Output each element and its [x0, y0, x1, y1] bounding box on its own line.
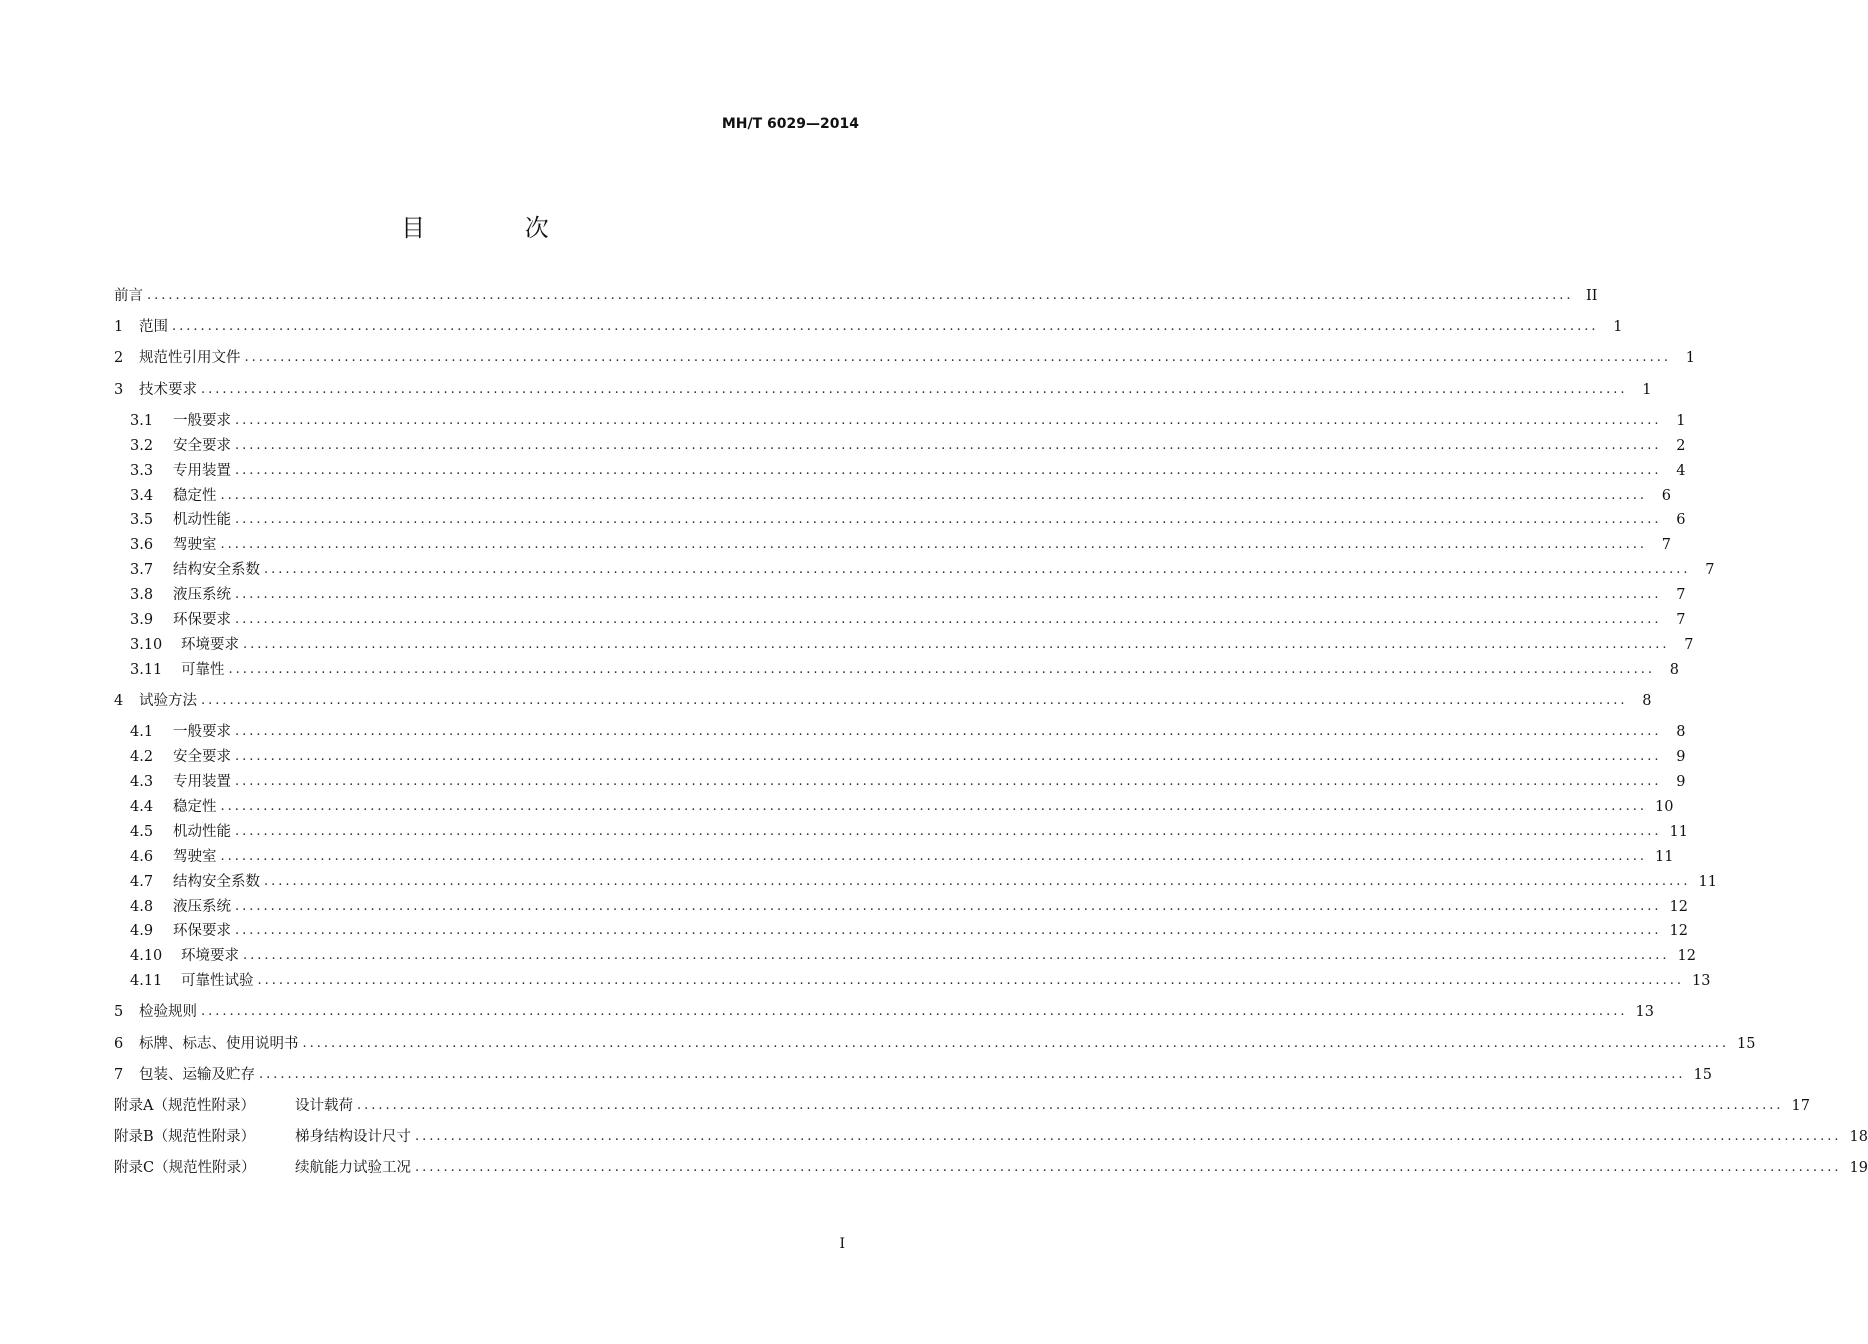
- toc-leader-dots: ........................................................................................................................................................................................................: [415, 1129, 1842, 1145]
- toc-entry-page: 1: [1685, 350, 1695, 367]
- toc-leader-dots: ........................................................................................................................................................................................................: [243, 636, 1670, 652]
- toc-leader-dots: ........................................................................................................................................................................................................: [357, 1098, 1784, 1113]
- toc-entry-page: 8: [1642, 693, 1652, 709]
- toc-entry-page: 11: [1669, 823, 1688, 840]
- toc-entry-number: 附录A（规范性附录）: [114, 1098, 255, 1114]
- toc-entry-label: 可靠性试验: [181, 973, 254, 990]
- toc-entry-page: 6: [1676, 512, 1686, 529]
- toc-entry-number: 附录C（规范性附录）: [114, 1160, 256, 1177]
- toc-entry-label: 环保要求: [173, 612, 231, 628]
- toc-entry[interactable]: [114, 315, 1623, 339]
- toc-leader-dots: ........................................................................................................................................................................................................: [244, 350, 1671, 366]
- toc-leader-dots: ........................................................................................................................................................................................................: [235, 923, 1662, 939]
- toc-leader-dots: ........................................................................................................................................................................................................: [201, 381, 1628, 397]
- toc-entry-number: 2: [114, 350, 124, 367]
- toc-entry-label: 前言: [114, 288, 143, 304]
- toc-entry-number: 4.6: [130, 848, 154, 865]
- toc-entry-label: 机动性能: [173, 823, 231, 840]
- toc-entry-number: 3.11: [130, 661, 163, 678]
- toc-leader-dots: ........................................................................................................................................................................................................: [235, 749, 1662, 765]
- toc-entry-label: 结构安全系数: [173, 562, 260, 579]
- toc-entry-page: 1: [1676, 412, 1686, 429]
- toc-entry-page: 10: [1654, 798, 1674, 815]
- toc-entry-number: 附录B（规范性附录）: [114, 1129, 256, 1146]
- toc-entry-number: 3: [114, 381, 124, 398]
- toc-entry-number: 7: [114, 1066, 124, 1083]
- toc-entry-page: 13: [1635, 1004, 1654, 1021]
- toc-entry[interactable]: [130, 508, 1686, 532]
- toc-entry-label: 稳定性: [173, 798, 217, 815]
- toc-leader-dots: ........................................................................................................................................................................................................: [201, 693, 1628, 708]
- toc-entry-page: 12: [1669, 923, 1688, 940]
- toc-entry[interactable]: [130, 745, 1686, 769]
- toc-entry-number: 4.5: [130, 823, 154, 840]
- toc-entry[interactable]: [130, 434, 1686, 458]
- toc-entry-number: 3.8: [130, 587, 154, 604]
- toc-entry[interactable]: [130, 484, 1671, 508]
- toc-entry-label: 梯身结构设计尺寸: [295, 1129, 411, 1146]
- toc-entry-label: 专用装置: [173, 462, 231, 479]
- toc-entry-label: 驾驶室: [173, 848, 217, 865]
- toc-entry-page: 8: [1676, 724, 1686, 741]
- toc-leader-dots: ........................................................................................................................................................................................................: [235, 823, 1662, 839]
- toc-entry-number: 4.7: [130, 873, 154, 890]
- toc-entry-number: 4.10: [130, 948, 163, 965]
- toc-entry[interactable]: [130, 895, 1688, 919]
- toc-entry-label: 稳定性: [173, 487, 217, 504]
- toc-entry-number: 4: [114, 693, 124, 709]
- toc-leader-dots: ........................................................................................................................................................................................................: [220, 537, 1647, 553]
- toc-entry-page: 15: [1736, 1035, 1756, 1052]
- toc-entry-label: 一般要求: [173, 724, 231, 741]
- toc-entry-number: 3.4: [130, 487, 154, 504]
- toc-entry-page: 19: [1849, 1160, 1868, 1177]
- toc-entry-label: 标牌、标志、使用说明书: [139, 1035, 299, 1052]
- toc-entry[interactable]: [130, 969, 1711, 993]
- toc-leader-dots: ........................................................................................................................................................................................................: [235, 437, 1662, 453]
- toc-entry-page: II: [1586, 288, 1598, 304]
- toc-entry-number: 4.9: [130, 923, 154, 940]
- toc-entry-label: 液压系统: [173, 898, 231, 915]
- toc-entry[interactable]: [130, 633, 1694, 657]
- toc-leader-dots: ........................................................................................................................................................................................................: [243, 948, 1670, 964]
- toc-entry-label: 试验方法: [139, 693, 197, 709]
- toc-entry-page: 7: [1705, 562, 1715, 579]
- toc-entry-page: 7: [1684, 636, 1694, 653]
- toc-leader-dots: ........................................................................................................................................................................................................: [220, 487, 1647, 503]
- toc-entry[interactable]: [130, 919, 1688, 943]
- toc-entry-number: 4.2: [130, 749, 154, 766]
- toc-entry-label: 专用装置: [173, 774, 231, 790]
- toc-entry[interactable]: [130, 409, 1686, 433]
- toc-entry[interactable]: [130, 608, 1686, 632]
- toc-entry-number: 4.4: [130, 798, 154, 815]
- footer-page-number: I: [839, 1236, 845, 1252]
- toc-leader-dots: ........................................................................................................................................................................................................: [235, 774, 1662, 789]
- toc-entry-label: 安全要求: [173, 749, 231, 766]
- toc-entry-page: 7: [1661, 537, 1671, 554]
- toc-entry-label: 安全要求: [173, 437, 231, 454]
- toc-entry[interactable]: [114, 346, 1695, 370]
- toc-entry[interactable]: [114, 1125, 1868, 1149]
- toc-entry-number: 3.5: [130, 512, 154, 529]
- toc-entry-number: 4.11: [130, 973, 163, 990]
- toc-entry[interactable]: [130, 870, 1717, 894]
- toc-entry-label: 环保要求: [173, 923, 231, 940]
- toc-entry-label: 驾驶室: [173, 537, 217, 554]
- toc-entry-number: 3.10: [130, 636, 163, 653]
- toc-entry-page: 1: [1642, 381, 1652, 398]
- toc-entry-page: 9: [1676, 749, 1686, 766]
- toc-leader-dots: ........................................................................................................................................................................................................: [415, 1160, 1842, 1176]
- toc-leader-dots: ........................................................................................................................................................................................................: [302, 1035, 1729, 1051]
- toc-entry-label: 设计载荷: [295, 1098, 353, 1114]
- toc-leader-dots: ........................................................................................................................................................................................................: [264, 873, 1691, 889]
- toc-entry-page: 17: [1791, 1098, 1810, 1114]
- toc-entry[interactable]: [114, 284, 1598, 308]
- toc-entry[interactable]: [130, 795, 1674, 819]
- toc-entry-page: 2: [1676, 437, 1686, 454]
- toc-entry-page: 12: [1669, 898, 1688, 915]
- toc-entry-number: 6: [114, 1035, 124, 1052]
- toc-entry[interactable]: [130, 845, 1674, 869]
- toc-entry-label: 液压系统: [173, 587, 231, 604]
- toc-entry-page: 9: [1676, 774, 1686, 790]
- toc-entry[interactable]: [130, 720, 1686, 744]
- toc-leader-dots: ........................................................................................................................................................................................................: [257, 973, 1684, 989]
- toc-leader-dots: ........................................................................................................................................................................................................: [228, 661, 1655, 677]
- toc-entry-number: 4.1: [130, 724, 154, 741]
- toc-entry[interactable]: [130, 820, 1688, 844]
- toc-entry-label: 机动性能: [173, 512, 231, 529]
- toc-entry-label: 检验规则: [139, 1004, 197, 1021]
- document-code: MH/T 6029—2014: [721, 116, 859, 132]
- toc-entry[interactable]: [114, 1094, 1810, 1118]
- toc-leader-dots: ........................................................................................................................................................................................................: [201, 1004, 1628, 1020]
- toc-entry[interactable]: [130, 533, 1671, 557]
- toc-leader-dots: ........................................................................................................................................................................................................: [235, 412, 1662, 428]
- toc-entry[interactable]: [130, 770, 1686, 794]
- toc-entry-page: 15: [1693, 1066, 1712, 1083]
- toc-entry-number: 4.8: [130, 898, 154, 915]
- toc-entry[interactable]: [114, 1063, 1712, 1087]
- toc-entry-label: 一般要求: [173, 412, 231, 429]
- toc-entry-label: 环境要求: [181, 948, 239, 965]
- toc-leader-dots: ........................................................................................................................................................................................................: [220, 848, 1647, 864]
- toc-entry-number: 3.1: [130, 412, 154, 429]
- toc-entry[interactable]: [114, 1156, 1868, 1180]
- toc-entry-page: 11: [1654, 848, 1674, 865]
- toc-leader-dots: ........................................................................................................................................................................................................: [235, 898, 1662, 914]
- toc-entry-page: 18: [1849, 1129, 1868, 1146]
- toc-leader-dots: ........................................................................................................................................................................................................: [147, 288, 1574, 303]
- toc-entry-page: 7: [1676, 612, 1686, 628]
- toc-entry-label: 续航能力试验工况: [295, 1160, 411, 1177]
- toc-entry[interactable]: [130, 944, 1696, 968]
- toc-leader-dots: ........................................................................................................................................................................................................: [259, 1066, 1686, 1082]
- toc-entry-page: 13: [1691, 973, 1711, 990]
- toc-entry-label: 环境要求: [181, 636, 239, 653]
- toc-entry[interactable]: [130, 658, 1679, 682]
- toc-entry-number: 4.3: [130, 774, 154, 790]
- toc-leader-dots: ........................................................................................................................................................................................................: [235, 462, 1662, 478]
- toc-leader-dots: ........................................................................................................................................................................................................: [172, 319, 1599, 335]
- toc-entry-number: 3.9: [130, 612, 154, 628]
- toc-entry-number: 1: [114, 319, 124, 336]
- toc-entry-number: 3.6: [130, 537, 154, 554]
- toc-entry-page: 6: [1661, 487, 1671, 504]
- toc-entry[interactable]: [130, 558, 1715, 582]
- toc-entry-label: 包装、运输及贮存: [139, 1066, 255, 1083]
- toc-entry-page: 7: [1676, 587, 1686, 604]
- toc-title: 目 次: [401, 214, 595, 242]
- toc-entry-page: 11: [1698, 873, 1717, 890]
- toc-entry[interactable]: [114, 689, 1652, 713]
- toc-entry-page: 12: [1677, 948, 1696, 965]
- toc-entry-number: 3.7: [130, 562, 154, 579]
- toc-leader-dots: ........................................................................................................................................................................................................: [235, 724, 1662, 740]
- toc-entry-label: 规范性引用文件: [139, 350, 241, 367]
- toc-entry-number: 3.3: [130, 462, 154, 479]
- toc-leader-dots: ........................................................................................................................................................................................................: [235, 512, 1662, 528]
- toc-entry-label: 技术要求: [139, 381, 197, 398]
- toc-entry[interactable]: [114, 378, 1652, 402]
- toc-leader-dots: ........................................................................................................................................................................................................: [264, 562, 1691, 578]
- toc-entry-number: 5: [114, 1004, 124, 1021]
- toc-entry-label: 范围: [139, 319, 168, 336]
- toc-entry[interactable]: [114, 1000, 1654, 1024]
- toc-leader-dots: ........................................................................................................................................................................................................: [235, 612, 1662, 627]
- toc-entry-label: 结构安全系数: [173, 873, 260, 890]
- toc-leader-dots: ........................................................................................................................................................................................................: [235, 587, 1662, 603]
- toc-entry[interactable]: [130, 459, 1686, 483]
- toc-entry[interactable]: [130, 583, 1686, 607]
- toc-entry[interactable]: [114, 1032, 1756, 1056]
- toc-leader-dots: ........................................................................................................................................................................................................: [220, 798, 1647, 814]
- toc-entry-page: 1: [1613, 319, 1623, 336]
- toc-entry-page: 4: [1676, 462, 1686, 479]
- toc-entry-number: 3.2: [130, 437, 154, 454]
- toc-entry-page: 8: [1669, 661, 1679, 678]
- toc-entry-label: 可靠性: [181, 661, 225, 678]
